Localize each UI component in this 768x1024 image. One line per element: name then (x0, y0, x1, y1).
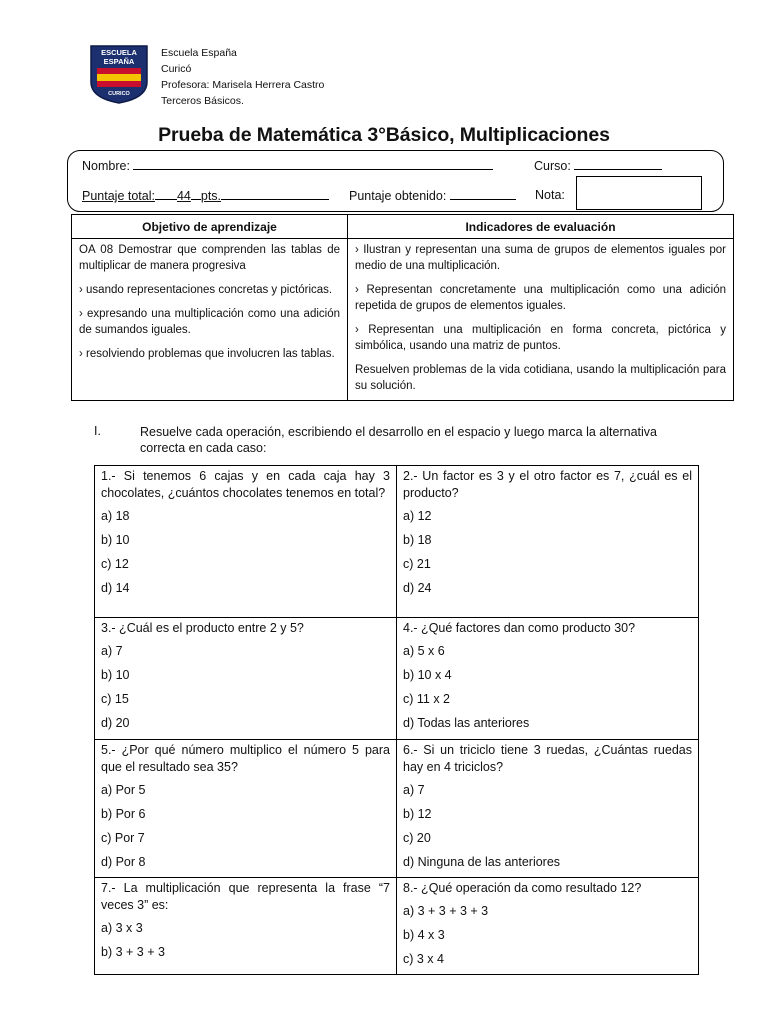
page-title: Prueba de Matemática 3°Básico, Multiplicaciones (158, 124, 610, 146)
puntaje-total-value: 44 (176, 189, 191, 203)
question-cell (95, 466, 397, 618)
question-cell (95, 618, 397, 740)
school-logo (88, 44, 150, 104)
instructions-text: Resuelve cada operación, escribiendo el desarrollo en el espacio y luego marca la alternativa correcta en cada caso: (140, 425, 657, 455)
question-text: 6.- Si un triciclo tiene 3 ruedas, ¿Cuántas ruedas hay en 4 triciclos? (403, 743, 692, 774)
school-name: Escuela España (161, 47, 237, 59)
answer-option[interactable]: a) 18 (101, 509, 130, 523)
school-city: Curicó (161, 63, 192, 75)
answer-option[interactable]: d) Ninguna de las anteriores (403, 855, 561, 869)
answer-option[interactable]: d) 14 (101, 581, 130, 595)
indicador-text: Resuelven problemas de la vida cotidiana, usando la multiplicación para su solución. (355, 364, 726, 392)
question-cell (95, 878, 397, 975)
section-number: I. (94, 424, 101, 438)
nota-row (535, 188, 565, 202)
answer-option[interactable]: b) 4 x 3 (403, 928, 445, 942)
answer-option[interactable]: a) 7 (101, 644, 123, 658)
question-text: 2.- Un factor es 3 y el otro factor es 7, ¿cuál es el producto? (403, 469, 692, 500)
answer-option[interactable]: a) 12 (403, 509, 432, 523)
answer-option[interactable]: c) 11 x 2 (403, 692, 451, 706)
answer-option[interactable]: b) 18 (403, 533, 432, 547)
indicador-text: › Ilustran y representan una suma de grupos de elementos iguales por medio de una multiplicación. (355, 244, 726, 272)
answer-option[interactable]: a) Por 5 (101, 783, 146, 797)
curso-field[interactable] (574, 158, 662, 170)
question-cell (397, 618, 699, 740)
question-text: 7.- La multiplicación que representa la frase “7 veces 3” es: (101, 881, 390, 912)
question-cell (95, 740, 397, 878)
answer-option[interactable]: b) 10 x 4 (403, 668, 452, 682)
answer-option[interactable]: d) Por 8 (101, 855, 146, 869)
answer-option[interactable]: c) 20 (403, 831, 431, 845)
answer-option[interactable]: c) 3 x 4 (403, 952, 444, 966)
answer-option[interactable]: d) 20 (101, 716, 130, 730)
svg-text:ESPAÑA: ESPAÑA (103, 57, 135, 66)
question-text: 1.- Si tenemos 6 cajas y en cada caja hay 3 chocolates, ¿cuántos chocolates tenemos en total? (101, 469, 390, 500)
answer-option[interactable]: a) 3 + 3 + 3 + 3 (403, 904, 489, 918)
grade-label: Terceros Básicos. (161, 95, 244, 107)
curso-row (534, 158, 662, 173)
question-text: 5.- ¿Por qué número multiplico el número 5 para que el resultado sea 35? (101, 743, 390, 774)
answer-option[interactable]: b) 10 (101, 668, 130, 682)
teacher-name: Profesora: Marisela Herrera Castro (161, 79, 325, 91)
answer-option[interactable]: d) Todas las anteriores (403, 716, 530, 730)
puntaje-obtenido-row (349, 188, 516, 203)
indicadores-cell (348, 239, 734, 401)
answer-option[interactable]: b) 12 (403, 807, 432, 821)
objetivo-text: › expresando una multiplicación como una adición de sumandos iguales. (79, 308, 340, 336)
nota-label: Nota: (535, 188, 565, 202)
nombre-label: Nombre: (82, 159, 130, 173)
answer-option[interactable]: c) 21 (403, 557, 431, 571)
questions-table (94, 465, 699, 975)
svg-text:ESCUELA: ESCUELA (101, 48, 137, 57)
school-info (161, 45, 324, 109)
indicador-text: › Representan una multiplicación en forma concreta, pictórica y simbólica, usando una matriz de puntos. (355, 324, 726, 352)
answer-option[interactable]: c) 15 (101, 692, 129, 706)
puntaje-obtenido-field[interactable] (450, 188, 516, 200)
answer-option[interactable]: c) Por 7 (101, 831, 145, 845)
question-cell (397, 878, 699, 975)
objectives-table (71, 214, 734, 401)
puntaje-total-row (82, 188, 329, 203)
question-text: 4.- ¿Qué factores dan como producto 30? (403, 621, 636, 635)
answer-option[interactable]: b) 3 + 3 + 3 (101, 945, 165, 959)
answer-option[interactable]: b) 10 (101, 533, 130, 547)
header-objetivo: Objetivo de aprendizaje (72, 215, 348, 239)
header-indicadores: Indicadores de evaluación (348, 215, 734, 239)
answer-option[interactable]: a) 5 x 6 (403, 644, 445, 658)
indicador-text: › Representan concretamente una multiplicación como una adición repetida de grupos de elementos iguales. (355, 284, 726, 312)
nota-field[interactable] (576, 176, 702, 210)
answer-option[interactable]: c) 12 (101, 557, 129, 571)
question-cell (397, 740, 699, 878)
puntaje-total-unit: pts. (200, 189, 222, 203)
svg-text:CURICO: CURICO (108, 91, 130, 97)
objetivo-text: › resolviendo problemas que involucren las tablas. (79, 348, 335, 360)
question-text: 8.- ¿Qué operación da como resultado 12? (403, 881, 642, 895)
question-cell (397, 466, 699, 618)
objetivo-text: OA 08 Demostrar que comprenden las tablas de multiplicar de manera progresiva (79, 244, 340, 272)
answer-option[interactable]: b) Por 6 (101, 807, 146, 821)
nombre-field[interactable] (133, 158, 493, 170)
puntaje-obtenido-label: Puntaje obtenido: (349, 189, 447, 203)
answer-option[interactable]: a) 7 (403, 783, 425, 797)
answer-option[interactable]: d) 24 (403, 581, 432, 595)
nombre-row (82, 158, 493, 173)
objetivo-cell (72, 239, 348, 401)
answer-option[interactable]: a) 3 x 3 (101, 921, 143, 935)
curso-label: Curso: (534, 159, 571, 173)
objetivo-text: › usando representaciones concretas y pictóricas. (79, 284, 333, 296)
question-text: 3.- ¿Cuál es el producto entre 2 y 5? (101, 621, 304, 635)
puntaje-total-label: Puntaje total: (82, 189, 155, 203)
